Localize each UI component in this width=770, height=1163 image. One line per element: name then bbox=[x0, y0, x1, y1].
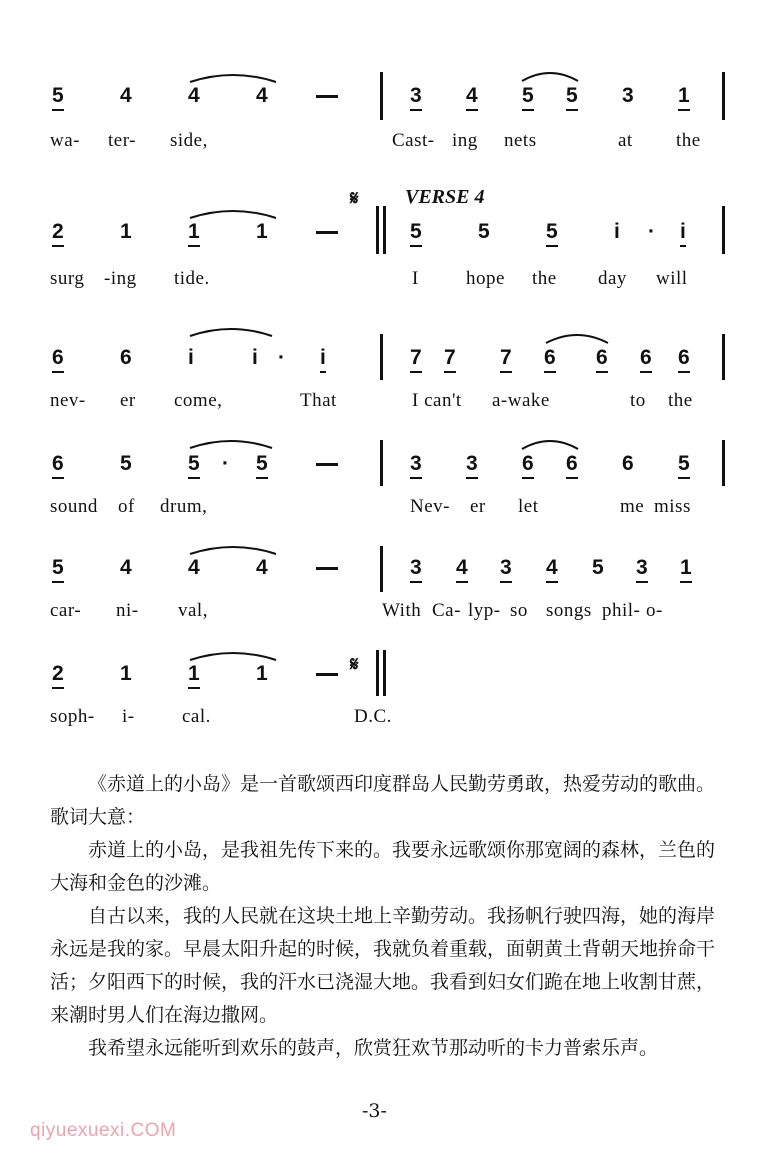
lyric: will bbox=[656, 268, 688, 289]
tie bbox=[544, 330, 610, 344]
note: 5 bbox=[52, 84, 64, 111]
lyric: -ing bbox=[104, 268, 137, 289]
lyric: nev- bbox=[50, 390, 86, 411]
watermark: qiyuexuexi.COM bbox=[30, 1120, 177, 1141]
page-number: -3- bbox=[362, 1100, 387, 1122]
lyric: so bbox=[510, 600, 528, 621]
lyric: the bbox=[532, 268, 557, 289]
lyric: ter- bbox=[108, 130, 136, 151]
tie bbox=[188, 324, 274, 338]
note: 2 bbox=[52, 662, 64, 689]
lyric: day bbox=[598, 268, 627, 289]
barline bbox=[722, 72, 725, 120]
note: 5 bbox=[678, 452, 690, 479]
lyric: at bbox=[618, 130, 633, 151]
lyric: songs bbox=[546, 600, 592, 621]
note: 6 bbox=[678, 346, 690, 373]
lyric: the bbox=[668, 390, 693, 411]
note: 2 bbox=[52, 220, 64, 247]
lyric: let bbox=[518, 496, 539, 517]
commentary-text bbox=[50, 768, 730, 1065]
double-barline bbox=[376, 206, 379, 254]
note: i bbox=[614, 220, 620, 243]
note: 6 bbox=[120, 346, 132, 369]
note: 7 bbox=[444, 346, 456, 373]
double-barline bbox=[383, 650, 386, 696]
lyric: Cast- bbox=[392, 130, 435, 151]
tie bbox=[188, 648, 278, 662]
note: 6 bbox=[52, 452, 64, 479]
lyric: lyp- bbox=[468, 600, 501, 621]
lyric: the bbox=[676, 130, 701, 151]
barline bbox=[380, 72, 383, 120]
tie bbox=[188, 542, 278, 556]
lyric: phil- bbox=[602, 600, 641, 621]
lyric: a-wake bbox=[492, 390, 550, 411]
tie bbox=[188, 70, 278, 84]
dash bbox=[316, 463, 338, 466]
barline bbox=[722, 334, 725, 380]
note: 3 bbox=[410, 556, 422, 583]
note: 1 bbox=[188, 220, 200, 247]
note: 6 bbox=[522, 452, 534, 479]
note: 5 bbox=[188, 452, 200, 479]
note: 3 bbox=[622, 84, 634, 107]
note: 5 bbox=[120, 452, 132, 475]
note: 7 bbox=[500, 346, 512, 373]
segno-icon: 𝄋 bbox=[350, 186, 359, 210]
paragraph: 我希望永远能听到欢乐的鼓声，欣赏狂欢节那动听的卡力普索乐声。 bbox=[88, 1037, 659, 1059]
dash bbox=[316, 95, 338, 98]
barline bbox=[380, 546, 383, 592]
lyric: soph- bbox=[50, 706, 95, 727]
lyric: I can't bbox=[412, 390, 462, 411]
note: 1 bbox=[680, 556, 692, 583]
note: i bbox=[680, 220, 686, 247]
note: 5 bbox=[522, 84, 534, 111]
lyric: ni- bbox=[116, 600, 139, 621]
note: 5 bbox=[52, 556, 64, 583]
lyric: Nev- bbox=[410, 496, 450, 517]
dash bbox=[316, 231, 338, 234]
lyric: side, bbox=[170, 130, 208, 151]
note: 5 bbox=[478, 220, 490, 243]
lyric: car- bbox=[50, 600, 82, 621]
note: 4 bbox=[188, 556, 200, 579]
note: 5 bbox=[410, 220, 422, 247]
lyric: I bbox=[412, 268, 419, 289]
barline bbox=[722, 440, 725, 486]
note: 7 bbox=[410, 346, 422, 373]
note: 3 bbox=[466, 452, 478, 479]
note: 1 bbox=[120, 220, 132, 243]
note: 5 bbox=[256, 452, 268, 479]
barline bbox=[380, 440, 383, 486]
lyric: of bbox=[118, 496, 135, 517]
note-dot: · bbox=[648, 220, 655, 243]
dash bbox=[316, 673, 338, 676]
note: 4 bbox=[120, 556, 132, 579]
lyric: surg bbox=[50, 268, 85, 289]
note-dot: · bbox=[222, 452, 229, 475]
lyric: drum, bbox=[160, 496, 208, 517]
note: 6 bbox=[596, 346, 608, 373]
barline bbox=[722, 206, 725, 254]
note: 5 bbox=[546, 220, 558, 247]
note: 1 bbox=[256, 662, 268, 685]
note: 1 bbox=[120, 662, 132, 685]
note: 6 bbox=[544, 346, 556, 373]
lyric: to bbox=[630, 390, 646, 411]
lyric: me bbox=[620, 496, 645, 517]
paragraph: 自古以来，我的人民就在这块土地上辛勤劳动。我扬帆行驶四海，她的海岸永远是我的家。早晨太阳升起的时候，我就负着重载，面朝黄土背朝天地拚命干活；夕阳西下的时候，我的汗水已浇湿大地。我看到妇女们跪在地上收割甘蔗，来潮时男人们在海边撒网。 bbox=[50, 905, 716, 1026]
segno-icon: 𝄋 bbox=[350, 652, 359, 676]
dash bbox=[316, 567, 338, 570]
lyric: D.C. bbox=[354, 706, 392, 727]
note: 1 bbox=[256, 220, 268, 243]
note: i bbox=[320, 346, 326, 373]
lyric: sound bbox=[50, 496, 98, 517]
lyric: hope bbox=[466, 268, 505, 289]
note: i bbox=[252, 346, 258, 369]
double-barline bbox=[376, 650, 379, 696]
tie bbox=[188, 436, 274, 450]
lyric: cal. bbox=[182, 706, 211, 727]
paragraph: 《赤道上的小岛》是一首歌颂西印度群岛人民勤劳勇敢，热爱劳动的歌曲。歌词大意： bbox=[50, 773, 716, 828]
lyric: come, bbox=[174, 390, 223, 411]
note: 6 bbox=[52, 346, 64, 373]
lyric: ing bbox=[452, 130, 478, 151]
tie bbox=[520, 68, 580, 82]
note: 4 bbox=[546, 556, 558, 583]
note: 6 bbox=[640, 346, 652, 373]
note: 6 bbox=[566, 452, 578, 479]
note: 4 bbox=[466, 84, 478, 111]
lyric: Ca- bbox=[432, 600, 461, 621]
barline bbox=[380, 334, 383, 380]
note: 6 bbox=[622, 452, 634, 475]
lyric: miss bbox=[654, 496, 691, 517]
tie bbox=[188, 206, 278, 220]
note: i bbox=[188, 346, 194, 369]
note: 4 bbox=[456, 556, 468, 583]
double-barline bbox=[383, 206, 386, 254]
note: 4 bbox=[256, 556, 268, 579]
tie bbox=[520, 436, 580, 450]
note: 1 bbox=[188, 662, 200, 689]
lyric: tide. bbox=[174, 268, 210, 289]
lyric: wa- bbox=[50, 130, 80, 151]
paragraph: 赤道上的小岛，是我祖先传下来的。我要永远歌颂你那宽阔的森林，兰色的大海和金色的沙滩。 bbox=[50, 839, 716, 894]
note: 3 bbox=[636, 556, 648, 583]
note: 5 bbox=[566, 84, 578, 111]
note: 4 bbox=[256, 84, 268, 107]
lyric: nets bbox=[504, 130, 537, 151]
lyric: With bbox=[382, 600, 422, 621]
note: 3 bbox=[410, 452, 422, 479]
lyric: o- bbox=[646, 600, 663, 621]
note: 4 bbox=[188, 84, 200, 107]
lyric: er bbox=[470, 496, 486, 517]
lyric: That bbox=[300, 390, 337, 411]
note: 1 bbox=[678, 84, 690, 111]
note: 4 bbox=[120, 84, 132, 107]
note-dot: · bbox=[278, 346, 285, 369]
note: 3 bbox=[500, 556, 512, 583]
lyric: val, bbox=[178, 600, 208, 621]
lyric: er bbox=[120, 390, 136, 411]
note: 3 bbox=[410, 84, 422, 111]
lyric: i- bbox=[122, 706, 135, 727]
note: 5 bbox=[592, 556, 604, 579]
verse-label: VERSE 4 bbox=[405, 186, 485, 208]
